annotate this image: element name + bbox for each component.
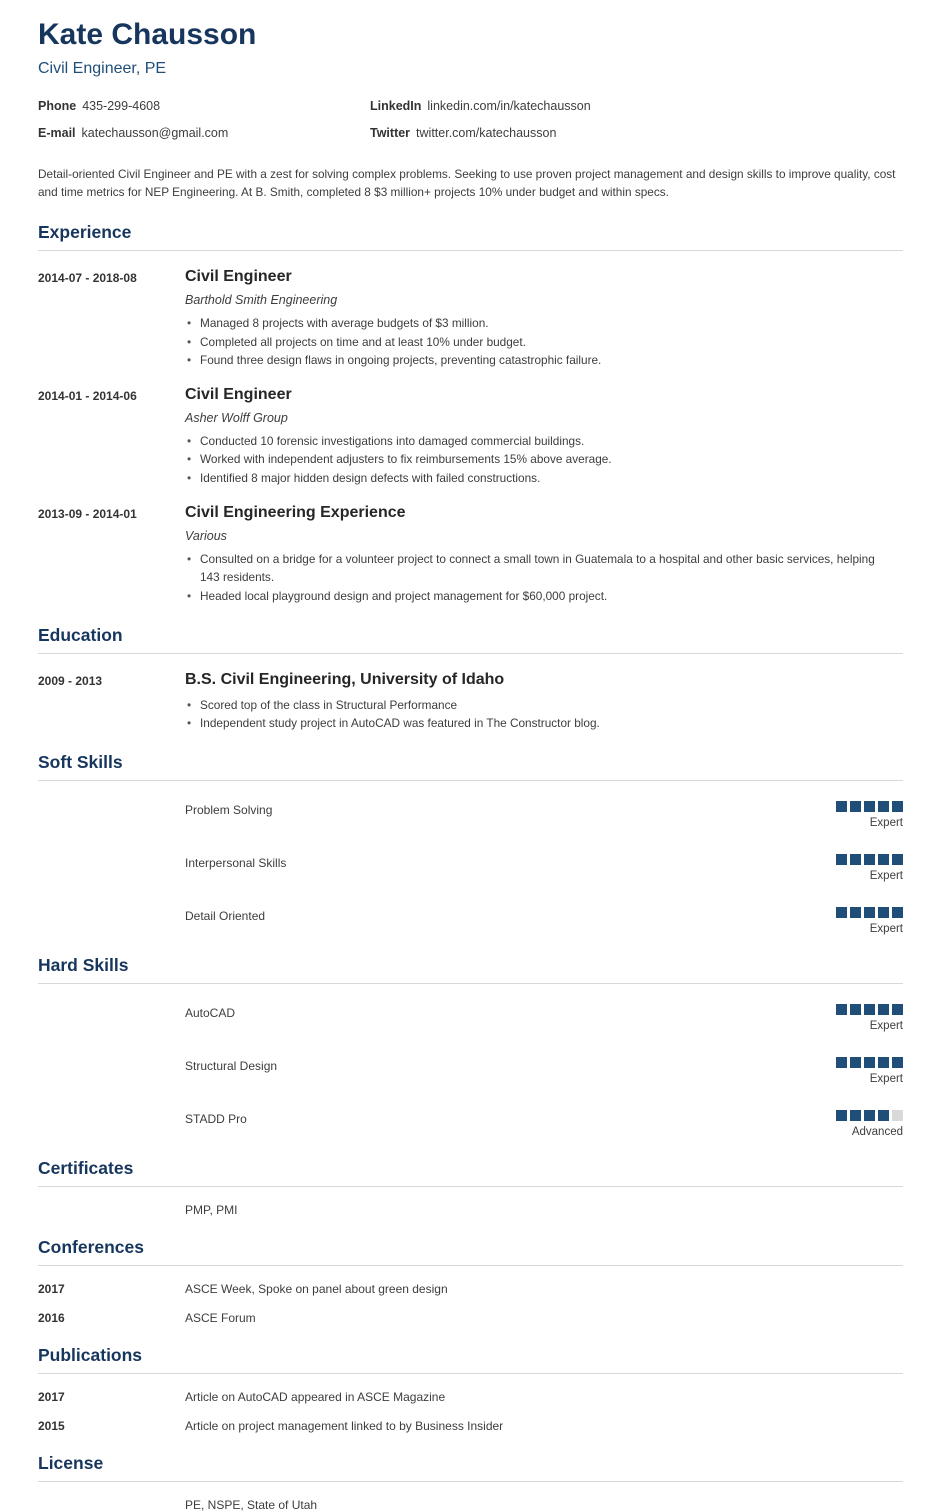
entry-dates: 2014-01 - 2014-06	[38, 389, 137, 404]
skill-level-square	[892, 1110, 903, 1121]
education-entry	[38, 671, 903, 733]
contact-twitter	[370, 126, 903, 140]
skill-level-squares	[836, 854, 903, 865]
skill-level-square	[864, 1110, 875, 1121]
contact-linkedin-label: LinkedIn	[370, 98, 422, 113]
conference-text: ASCE Week, Spoke on panel about green design	[185, 1282, 448, 1297]
conference-row	[38, 1311, 903, 1325]
skill-level-square	[892, 1004, 903, 1015]
entry-org: Barthold Smith Engineering	[185, 293, 338, 308]
entry-role: Civil Engineer	[185, 268, 292, 286]
skill-name: STADD Pro	[185, 1112, 247, 1127]
skill-level-square	[836, 1110, 847, 1121]
bullet-item: • Worked with independent adjusters to fix reimbursements 15% above average.	[185, 450, 903, 468]
skill-level-square	[864, 801, 875, 812]
publication-text: Article on project management linked to by Business Insider	[185, 1419, 504, 1434]
skill-level-square	[850, 907, 861, 918]
entry-dates: 2013-09 - 2014-01	[38, 506, 137, 521]
skill-level-squares	[836, 907, 903, 918]
bullet-item: • Managed 8 projects with average budgets of $3 million.	[185, 314, 903, 332]
skill-level-label: Expert	[869, 817, 903, 830]
publication-year: 2017	[38, 1390, 65, 1405]
section-publications-title: Publications	[38, 1345, 903, 1374]
conference-year: 2017	[38, 1282, 65, 1297]
bullet-item: • Found three design flaws in ongoing projects, preventing catastrophic failure.	[185, 351, 903, 369]
skill-level-label: Expert	[869, 870, 903, 883]
section-soft-skills	[38, 752, 903, 935]
skill-level-label: Expert	[869, 1073, 903, 1086]
skill-rating	[836, 854, 903, 882]
skill-row	[38, 1057, 903, 1085]
skill-level-square	[836, 1004, 847, 1015]
skill-level-square	[892, 907, 903, 918]
section-hard-skills-title: Hard Skills	[38, 955, 903, 984]
skill-level-squares	[836, 801, 903, 812]
skill-level-square	[864, 854, 875, 865]
skill-level-square	[878, 1057, 889, 1068]
section-publications	[38, 1345, 903, 1433]
bullet-item: • Identified 8 major hidden design defects with failed constructions.	[185, 469, 903, 487]
skill-level-square	[864, 1057, 875, 1068]
certificate-row	[38, 1203, 903, 1217]
skill-level-squares	[836, 1057, 903, 1068]
section-license	[38, 1453, 903, 1512]
skill-rating	[836, 801, 903, 829]
experience-entry	[38, 268, 903, 369]
resume-job-title: Civil Engineer, PE	[38, 59, 167, 77]
entry-bullets	[185, 314, 903, 369]
skill-rating	[836, 1110, 903, 1138]
skill-level-square	[836, 854, 847, 865]
section-experience-title: Experience	[38, 222, 903, 251]
skill-rating	[836, 1004, 903, 1032]
skill-level-square	[892, 801, 903, 812]
skill-row	[38, 1004, 903, 1032]
license-item: PE, NSPE, State of Utah	[185, 1498, 318, 1512]
skill-level-square	[850, 801, 861, 812]
skill-row	[38, 907, 903, 935]
skill-level-square	[836, 1057, 847, 1068]
skill-rating	[836, 907, 903, 935]
conference-row	[38, 1282, 903, 1296]
skill-row	[38, 1110, 903, 1138]
section-certificates	[38, 1158, 903, 1217]
section-certificates-title: Certificates	[38, 1158, 903, 1187]
entry-role: Civil Engineer	[185, 386, 292, 404]
publication-text: Article on AutoCAD appeared in ASCE Magazine	[185, 1390, 446, 1405]
contact-phone	[38, 99, 370, 113]
entry-bullets	[185, 550, 903, 605]
skill-level-square	[836, 907, 847, 918]
skill-level-square	[892, 854, 903, 865]
skill-row	[38, 854, 903, 882]
skill-rating	[836, 1057, 903, 1085]
summary-paragraph: Detail-oriented Civil Engineer and PE with a zest for solving complex problems. Seeking to use proven project management and design skills to improve quality, cost and time metrics for NEP Engineering. At B. Smith, completed 8 $3 million+ projects 10% under budget and within specs.	[38, 166, 896, 200]
contact-email-label: E-mail	[38, 125, 76, 140]
skill-level-label: Expert	[869, 1020, 903, 1033]
contact-linkedin-value: linkedin.com/in/katechausson	[427, 98, 591, 113]
section-education-title: Education	[38, 625, 903, 654]
section-soft-skills-title: Soft Skills	[38, 752, 903, 781]
skill-level-square	[878, 801, 889, 812]
skill-level-square	[850, 854, 861, 865]
skill-level-square	[864, 1004, 875, 1015]
section-license-title: License	[38, 1453, 903, 1482]
bullet-item: • Headed local playground design and project management for $60,000 project.	[185, 587, 903, 605]
entry-dates: 2009 - 2013	[38, 673, 103, 688]
publication-row	[38, 1390, 903, 1404]
certificate-item: PMP, PMI	[185, 1203, 238, 1218]
skill-level-square	[878, 907, 889, 918]
section-conferences-title: Conferences	[38, 1237, 903, 1266]
entry-bullets	[185, 696, 903, 733]
skill-name: Structural Design	[185, 1059, 278, 1074]
contact-phone-value: 435-299-4608	[82, 98, 161, 113]
entry-bullets	[185, 432, 903, 487]
bullet-item: • Consulted on a bridge for a volunteer project to connect a small town in Guatemala to a hospital and other basic services, helping 143 residents.	[185, 550, 885, 587]
skill-level-square	[878, 1004, 889, 1015]
bullet-item: • Independent study project in AutoCAD was featured in The Constructor blog.	[185, 714, 903, 732]
skill-level-label: Advanced	[851, 1126, 903, 1139]
bullet-item: • Completed all projects on time and at least 10% under budget.	[185, 333, 903, 351]
skill-level-square	[850, 1057, 861, 1068]
skill-level-square	[892, 1057, 903, 1068]
skill-level-square	[836, 801, 847, 812]
entry-org: Asher Wolff Group	[185, 411, 288, 426]
resume-name: Kate Chausson	[38, 18, 257, 51]
skill-level-squares	[836, 1110, 903, 1121]
contact-block	[38, 99, 903, 140]
conference-text: ASCE Forum	[185, 1311, 256, 1326]
license-row	[38, 1498, 903, 1512]
contact-twitter-value: twitter.com/katechausson	[416, 125, 557, 140]
section-education	[38, 625, 903, 733]
skill-level-squares	[836, 1004, 903, 1015]
entry-org: Various	[185, 528, 227, 543]
contact-phone-label: Phone	[38, 98, 77, 113]
skill-level-square	[878, 854, 889, 865]
entry-degree: B.S. Civil Engineering, University of Idaho	[185, 670, 505, 688]
skill-level-label: Expert	[869, 923, 903, 936]
publication-year: 2015	[38, 1419, 65, 1434]
publication-row	[38, 1419, 903, 1433]
skill-row	[38, 801, 903, 829]
section-experience	[38, 222, 903, 605]
bullet-item: • Scored top of the class in Structural Performance	[185, 696, 903, 714]
skill-level-square	[850, 1110, 861, 1121]
skill-name: Problem Solving	[185, 803, 273, 818]
section-conferences	[38, 1237, 903, 1325]
conference-year: 2016	[38, 1311, 65, 1326]
contact-linkedin	[370, 99, 903, 113]
skill-level-square	[850, 1004, 861, 1015]
bullet-item: • Conducted 10 forensic investigations into damaged commercial buildings.	[185, 432, 903, 450]
skill-name: Interpersonal Skills	[185, 856, 287, 871]
section-hard-skills	[38, 955, 903, 1138]
contact-twitter-label: Twitter	[370, 125, 411, 140]
contact-email	[38, 126, 370, 140]
skill-level-square	[878, 1110, 889, 1121]
entry-dates: 2014-07 - 2018-08	[38, 271, 137, 286]
skill-name: AutoCAD	[185, 1006, 236, 1021]
entry-role: Civil Engineering Experience	[185, 503, 406, 521]
experience-entry	[38, 504, 903, 605]
contact-email-value: katechausson@gmail.com	[81, 125, 229, 140]
skill-level-square	[864, 907, 875, 918]
experience-entry	[38, 386, 903, 487]
skill-name: Detail Oriented	[185, 909, 266, 924]
